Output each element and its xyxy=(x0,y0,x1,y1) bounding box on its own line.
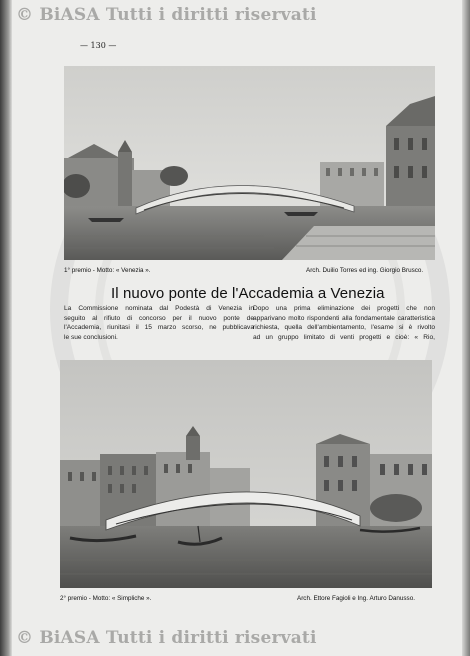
watermark-bottom: © BiASA Tutti i diritti riservati xyxy=(16,628,317,648)
column2-line: ad un gruppo limitato di venti progetti e cioè: « Rio, xyxy=(253,333,435,341)
figure2-caption-authors: Arch. Ettore Fagioli e Ing. Arturo Danusso. xyxy=(297,595,415,602)
watermark-top: © BiASA Tutti i diritti riservati xyxy=(16,5,317,25)
bridge-photo-second-prize xyxy=(60,360,432,588)
column1-line: seguito al rifiuto di concorso per il nuovo ponte de xyxy=(64,314,254,322)
article-column-1 xyxy=(64,304,254,342)
column2-line: Dopo una prima eliminazione dei progetti che non xyxy=(253,305,435,312)
article-title: Il nuovo ponte de l'Accademia a Venezia xyxy=(111,285,385,302)
page-right-edge xyxy=(462,0,470,656)
figure1-caption-authors: Arch. Duilio Torres ed ing. Giorgio Brusco. xyxy=(306,267,424,274)
bridge-illustration-venezia xyxy=(64,66,435,260)
figure2-caption-motto: 2° premio - Motto: « Simpliche ». xyxy=(60,595,152,602)
column1-line: le sue conclusioni. xyxy=(64,333,118,341)
bridge-illustration-simpliche xyxy=(60,360,432,588)
column2-line: apparivano molto rispondenti alla fondamentale caratteristica xyxy=(253,314,435,322)
article-column-2 xyxy=(253,304,435,342)
page-left-edge xyxy=(0,0,12,656)
figure1-caption-motto: 1° premio - Motto: « Venezia ». xyxy=(64,267,151,274)
page-number: — 130 — xyxy=(80,41,117,50)
column2-line: richiesta, quella dell'ambientamento, l'esame si è rivolto xyxy=(253,324,435,332)
bridge-photo-first-prize xyxy=(64,66,435,260)
column1-line: l'Accademia, riunitasi il 15 marzo scorso, ne pubblicava xyxy=(64,324,254,332)
column1-line: La Commissione nominata dal Podestà di Venezia in xyxy=(64,305,254,312)
